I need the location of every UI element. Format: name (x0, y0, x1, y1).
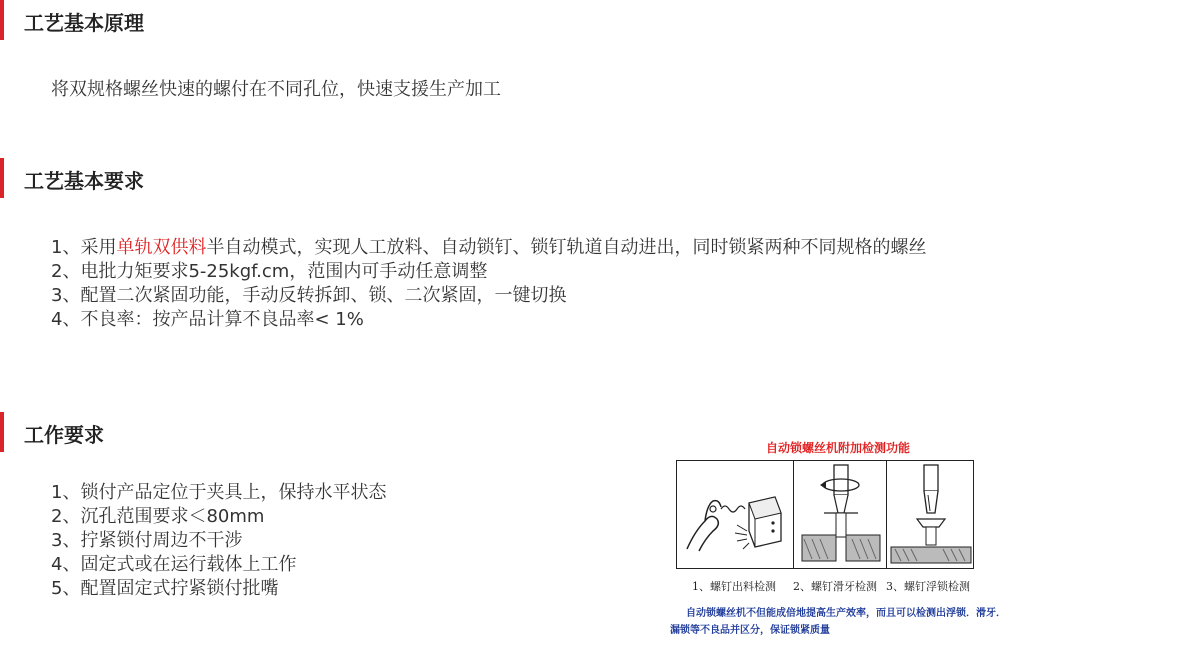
list-item: 4、固定式或在运行载体上工作 (51, 554, 297, 575)
figure-caption-1: 1、螺钉出料检测 (692, 580, 776, 593)
list-item: 4、不良率：按产品计算不良品率< 1% (51, 309, 364, 330)
panel-strip-detection (793, 460, 887, 569)
figure-note-line-2: 漏锁等不良品并区分，保证锁紧质量 (670, 625, 830, 636)
figure-caption-3: 3、螺钉浮锁检测 (886, 580, 970, 593)
detection-figure (668, 436, 1008, 641)
strip-detection-illustration (794, 461, 888, 570)
requirement-1-prefix: 1、采用 (51, 237, 117, 258)
list-item: 2、沉孔范围要求＜80mm (51, 506, 265, 527)
section-title-principle: 工艺基本原理 (24, 11, 144, 35)
work-list (51, 481, 386, 601)
requirements-list (51, 236, 926, 332)
section-title-work: 工作要求 (24, 423, 104, 447)
panel-float-detection (886, 460, 974, 569)
requirement-1-highlight: 单轨双供料 (116, 237, 207, 258)
list-item: 1、锁付产品定位于夹具上，保持水平状态 (51, 482, 387, 503)
figure-title: 自动锁螺丝机附加检测功能 (765, 441, 910, 455)
principle-text: 将双规格螺丝快速的螺付在不同孔位，快速支援生产加工 (51, 79, 501, 100)
float-detection-illustration (887, 461, 975, 570)
requirement-1-suffix: 半自动模式，实现人工放料、自动锁钉、锁钉轨道自动进出，同时锁紧两种不同规格的螺丝 (206, 237, 927, 258)
section-header-principle (0, 0, 600, 40)
feed-detection-illustration (677, 461, 795, 570)
figure-note-line-1: 自动锁螺丝机不但能成倍地提高生产效率，而且可以检测出浮锁．滑牙． (686, 608, 1006, 619)
list-item: 5、配置固定式拧紧锁付批嘴 (51, 578, 279, 599)
list-item: 2、电批力矩要求5-25kgf.cm，范围内可手动任意调整 (51, 261, 488, 282)
section-title-requirements: 工艺基本要求 (24, 169, 144, 193)
figure-caption-2: 2、螺钉滑牙检测 (793, 580, 877, 593)
section-header-work (0, 412, 600, 452)
panel-feed-detection (676, 460, 794, 569)
list-item: 3、拧紧锁付周边不干涉 (51, 530, 243, 551)
section-header-requirements (0, 158, 600, 198)
list-item: 3、配置二次紧固功能，手动反转拆卸、锁、二次紧固，一键切换 (51, 285, 567, 306)
list-item (51, 236, 926, 260)
